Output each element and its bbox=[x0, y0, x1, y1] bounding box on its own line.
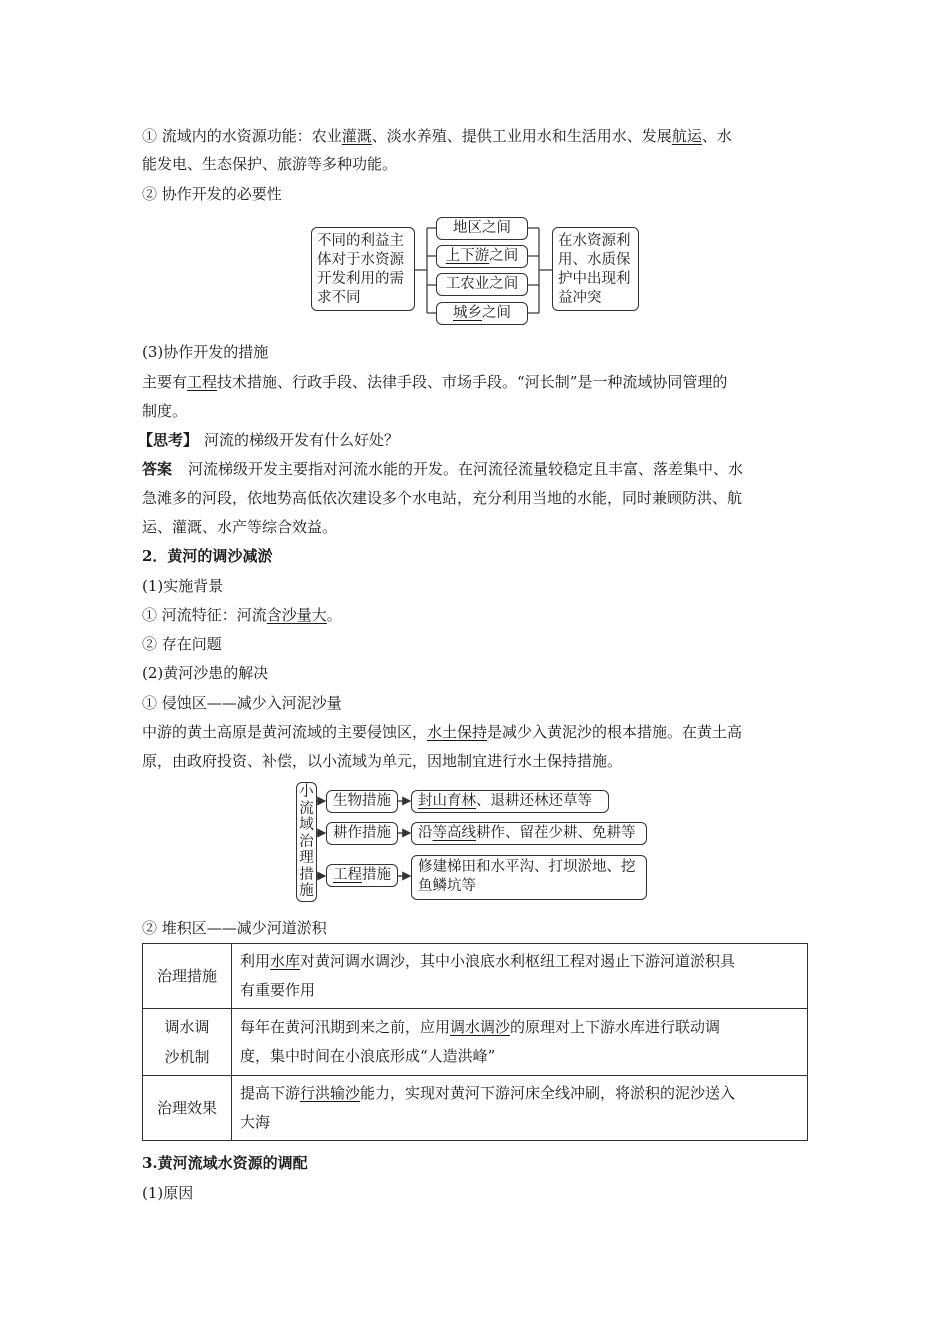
underlined-term: 水库 bbox=[270, 952, 301, 970]
section-heading: (3)协作开发的措施 bbox=[142, 343, 269, 361]
text-line: (1)原因 bbox=[142, 1184, 194, 1202]
think-label: 【思考】 bbox=[138, 431, 199, 449]
underlined-term: 航运 bbox=[671, 127, 702, 145]
text-line: ② 堆积区——减少河道淤积 bbox=[142, 919, 327, 937]
underlined-term: 城乡 bbox=[453, 305, 482, 321]
text-line: 制度。 bbox=[142, 402, 188, 420]
text: 调水调 bbox=[164, 1018, 210, 1036]
text: 求不同 bbox=[317, 290, 361, 306]
text: 对黄河调水调沙，其中小浪底水利枢纽工程对遏止下游河道淤积具 bbox=[300, 952, 736, 970]
section-heading: 3.黄河流域水资源的调配 bbox=[142, 1154, 308, 1172]
table-header-cell bbox=[143, 1076, 232, 1141]
text: 每年在黄河汛期到来之前，应用 bbox=[240, 1018, 451, 1036]
text: 不同的利益主 bbox=[317, 233, 404, 249]
diagram-root-box bbox=[296, 782, 317, 902]
text: 技术措施、行政手段、法律手段、市场手段。“河长制”是一种流域协同管理的 bbox=[217, 373, 728, 391]
text: 理 bbox=[299, 850, 314, 866]
underlined-term: 工程 bbox=[187, 373, 218, 391]
text: 在水资源利 bbox=[558, 233, 631, 249]
section-heading: 2．黄河的调沙减淤 bbox=[142, 547, 273, 565]
text: 治理措施 bbox=[156, 967, 217, 985]
text: 措 bbox=[299, 866, 314, 883]
text-line: 能发电、生态保护、旅游等多种功能。 bbox=[142, 155, 398, 173]
text: 、水 bbox=[701, 127, 732, 145]
text: 耕作措施 bbox=[333, 825, 391, 841]
text: 措施 bbox=[362, 867, 391, 883]
governance-table bbox=[142, 943, 808, 1141]
measure-biological bbox=[326, 790, 398, 813]
text-line: (1)实施背景 bbox=[142, 577, 224, 595]
text-line: (2)黄河沙患的解决 bbox=[142, 664, 269, 682]
measure-engineering bbox=[326, 864, 398, 887]
text: 能力，实现对黄河下游河床全线冲刷，将淤积的泥沙送入 bbox=[360, 1084, 736, 1102]
text: 鱼鳞坑等 bbox=[418, 878, 476, 894]
text: 治 bbox=[299, 833, 314, 850]
text: ① 河流特征：河流 bbox=[142, 606, 267, 624]
underlined-term: 封山育林 bbox=[418, 793, 476, 809]
text: 工农业之间 bbox=[445, 276, 519, 292]
underlined-term: 水土保持 bbox=[427, 723, 488, 741]
answer-label: 答案 bbox=[142, 460, 173, 478]
table-row bbox=[143, 944, 808, 1009]
text: 的原理对上下游水库进行联动调 bbox=[510, 1018, 721, 1036]
text: 沿 bbox=[418, 825, 433, 841]
underlined-term: 调水调沙 bbox=[450, 1018, 511, 1036]
text: 沙机制 bbox=[164, 1048, 210, 1066]
text: 护中出现利 bbox=[558, 271, 631, 287]
underlined-term: 上下游 bbox=[445, 248, 490, 264]
table-header-cell bbox=[143, 944, 232, 1009]
text-line: 原，由政府投资、补偿，以小流域为单元，因地制宜进行水土保持措施。 bbox=[142, 752, 623, 770]
text-line: ① 侵蚀区——减少入河泥沙量 bbox=[142, 694, 342, 712]
table-row bbox=[143, 1076, 808, 1141]
measure-engineering-desc bbox=[411, 855, 647, 900]
text-line: 急滩多的河段，依地势高低依次建设多个水电站，充分利用当地的水能，同时兼顾防洪、航 bbox=[142, 489, 743, 507]
text: 地区之间 bbox=[453, 220, 511, 236]
text: 益冲突 bbox=[558, 290, 602, 306]
underlined-term: 工程 bbox=[333, 867, 362, 883]
underlined-term: 含沙量大 bbox=[266, 606, 327, 624]
text: 之间 bbox=[489, 248, 519, 264]
text: 有重要作用 bbox=[240, 981, 316, 999]
text: 利用 bbox=[240, 952, 271, 970]
text: 是减少入黄泥沙的根本措施。在黄土高 bbox=[487, 723, 743, 741]
text: 。 bbox=[326, 606, 342, 624]
measure-biological-desc bbox=[411, 790, 609, 813]
measure-farming-desc bbox=[411, 822, 647, 845]
table-cell bbox=[232, 944, 808, 1009]
text-line: ② 存在问题 bbox=[142, 635, 222, 653]
text: 提高下游 bbox=[240, 1084, 301, 1102]
text: 河流的梯级开发有什么好处？ bbox=[204, 431, 400, 449]
underlined-term: 行洪输沙 bbox=[300, 1084, 361, 1102]
text: 开发利用的需 bbox=[317, 271, 404, 287]
table-row bbox=[143, 1009, 808, 1076]
text: 修建梯田和水平沟、打坝淤地、挖 bbox=[418, 859, 636, 875]
text: 体对于水资源 bbox=[317, 252, 404, 268]
text: 河流梯级开发主要指对河流水能的开发。在河流径流量较稳定且丰富、落差集中、水 bbox=[188, 460, 744, 478]
table-cell bbox=[232, 1076, 808, 1141]
text: 用、水质保 bbox=[558, 252, 631, 268]
text: 之间 bbox=[482, 305, 511, 321]
text-line: 运、灌溉、水产等综合效益。 bbox=[142, 518, 338, 536]
underlined-term: 灌溉 bbox=[341, 127, 372, 145]
text: 耕作、留茬少耕、免耕等 bbox=[476, 825, 636, 841]
text: 施 bbox=[299, 883, 314, 899]
text: 域 bbox=[299, 817, 314, 833]
measure-farming bbox=[326, 822, 398, 845]
text: 度，集中时间在小浪底形成“人造洪峰” bbox=[240, 1047, 496, 1065]
text: 大海 bbox=[240, 1113, 271, 1131]
text: 治理效果 bbox=[156, 1099, 217, 1117]
text: 主要有 bbox=[142, 373, 188, 391]
text: 小 bbox=[299, 784, 314, 800]
text: 生物措施 bbox=[333, 793, 391, 809]
table-header-cell bbox=[143, 1009, 232, 1076]
text: 、淡水养殖、提供工业用水和生活用水、发展 bbox=[371, 127, 672, 145]
text: 、退耕还林还草等 bbox=[476, 793, 592, 809]
table-cell bbox=[232, 1009, 808, 1076]
underlined-term: 等高线 bbox=[432, 825, 476, 841]
text: 中游的黄土高原是黄河流域的主要侵蚀区， bbox=[142, 723, 428, 741]
text-line: ② 协作开发的必要性 bbox=[142, 185, 282, 203]
text: 流 bbox=[299, 800, 314, 817]
text: ① 流域内的水资源功能：农业 bbox=[142, 127, 342, 145]
